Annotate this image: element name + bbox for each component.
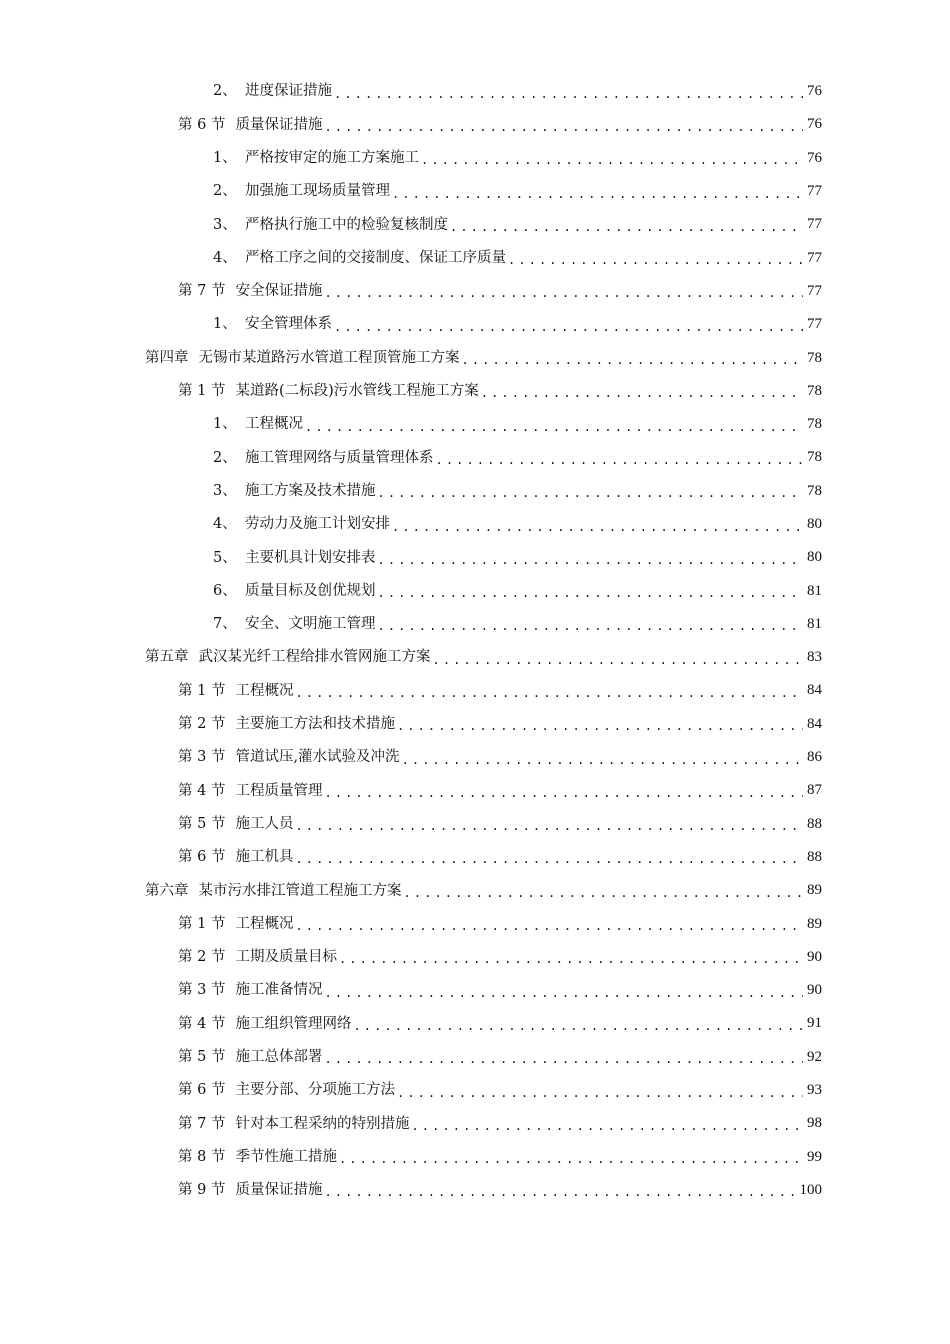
toc-page-number: 81: [807, 582, 822, 599]
toc-page-number: 88: [807, 815, 822, 832]
toc-dot-leader: [402, 754, 803, 766]
toc-entry-title: 针对本工程采纳的特别措施: [235, 1115, 410, 1132]
toc-entry-title: 工期及质量目标: [235, 949, 337, 966]
toc-item-entry[interactable]: [0, 175, 950, 208]
toc-entry-number: 第 1 节: [178, 682, 226, 699]
toc-page-number: 80: [807, 549, 822, 566]
toc-section-entry[interactable]: [0, 1174, 950, 1207]
toc-dot-leader: [450, 221, 803, 233]
toc-page-number: 89: [807, 882, 822, 899]
toc-entry-number: 4、: [213, 516, 237, 533]
toc-entry-number: 第 4 节: [178, 1015, 226, 1032]
toc-entry-title: 某道路(二标段)污水管线工程施工方案: [235, 383, 479, 400]
toc-entry-title: 施工方案及技术措施: [245, 482, 376, 499]
toc-entry-title: 严格工序之间的交接制度、保证工序质量: [245, 249, 506, 266]
toc-page-number: 76: [807, 116, 822, 133]
toc-entry-number: 1、: [213, 149, 237, 166]
toc-dot-leader: [392, 188, 803, 200]
toc-dot-leader: [397, 720, 803, 732]
toc-entry-title: 施工人员: [235, 815, 294, 832]
toc-entry-title: 工程概况: [235, 682, 294, 699]
toc-page-number: 77: [807, 282, 822, 299]
toc-dot-leader: [436, 454, 804, 466]
toc-dot-leader: [305, 421, 803, 433]
toc-dot-leader: [378, 554, 804, 566]
toc-dot-leader: [421, 154, 803, 166]
toc-page-number: 86: [807, 749, 822, 766]
toc-dot-leader: [462, 354, 804, 366]
toc-dot-leader: [378, 487, 804, 499]
toc-entry-title: 质量保证措施: [235, 116, 323, 133]
toc-page-number: 77: [807, 183, 822, 200]
toc-chapter-entry[interactable]: [0, 641, 950, 674]
toc-page-number: 98: [807, 1115, 822, 1132]
toc-entry-title: 劳动力及施工计划安排: [245, 516, 390, 533]
toc-page-number: 78: [807, 449, 822, 466]
toc-entry-title: 管道试压,灌水试验及冲洗: [235, 749, 400, 766]
toc-item-entry[interactable]: [0, 475, 950, 508]
toc-dot-leader: [404, 887, 804, 899]
toc-entry-title: 质量保证措施: [235, 1182, 323, 1199]
toc-section-entry[interactable]: [0, 708, 950, 741]
toc-entry-title: 武汉某光纤工程给排水管网施工方案: [198, 649, 431, 666]
toc-entry-title: 无锡市某道路污水管道工程顶管施工方案: [198, 349, 460, 366]
toc-entry-number: 第 1 节: [178, 383, 226, 400]
toc-dot-leader: [411, 1120, 803, 1132]
toc-item-entry[interactable]: [0, 208, 950, 241]
toc-entry-number: 第 3 节: [178, 749, 226, 766]
toc-entry-number: 2、: [213, 83, 237, 100]
toc-section-entry[interactable]: [0, 108, 950, 141]
toc-entry-number: 第 7 节: [178, 283, 226, 300]
toc-dot-leader: [339, 1153, 803, 1165]
toc-entry-number: 第 3 节: [178, 982, 226, 999]
toc-section-entry[interactable]: [0, 1074, 950, 1107]
toc-entry-title: 主要机具计划安排表: [245, 549, 376, 566]
toc-dot-leader: [324, 121, 803, 133]
toc-entry-number: 第 5 节: [178, 815, 226, 832]
toc-entry-number: 第四章: [145, 349, 189, 366]
toc-entry-title: 主要分部、分项施工方法: [235, 1082, 395, 1099]
toc-dot-leader: [433, 654, 804, 666]
toc-dot-leader: [339, 953, 803, 965]
toc-chapter-entry[interactable]: [0, 874, 950, 907]
toc-entry-title: 施工总体部署: [235, 1049, 323, 1065]
toc-section-entry[interactable]: [0, 974, 950, 1007]
toc-entry-title: 工程质量管理: [235, 782, 323, 799]
toc-entry-number: 第 8 节: [178, 1148, 226, 1165]
toc-entry-number: 第五章: [145, 649, 189, 666]
toc-page-number: 78: [807, 382, 822, 399]
toc-entry-title: 季节性施工措施: [235, 1148, 337, 1165]
toc-item-entry[interactable]: [0, 241, 950, 274]
toc-page-number: 100: [799, 1181, 822, 1198]
toc-dot-leader: [295, 920, 803, 932]
toc-section-entry[interactable]: [0, 774, 950, 807]
toc-section-entry[interactable]: [0, 1041, 950, 1074]
toc-dot-leader: [295, 820, 803, 832]
toc-item-entry[interactable]: [0, 441, 950, 474]
toc-entry-title: 主要施工方法和技术措施: [235, 716, 395, 733]
toc-dot-leader: [353, 1020, 803, 1032]
toc-item-entry[interactable]: [0, 142, 950, 175]
toc-entry-title: 安全、文明施工管理: [245, 616, 376, 633]
toc-item-entry[interactable]: [0, 408, 950, 441]
toc-page-number: 88: [807, 848, 822, 865]
toc-dot-leader: [481, 387, 803, 399]
toc-page-number: 78: [807, 349, 822, 366]
toc-entry-number: 2、: [213, 449, 237, 466]
toc-section-entry[interactable]: [0, 808, 950, 841]
toc-entry-number: 第 9 节: [178, 1182, 226, 1199]
toc-entry-number: 2、: [213, 183, 237, 200]
toc-page-number: 80: [807, 516, 822, 532]
toc-page-number: 90: [807, 948, 822, 965]
toc-dot-leader: [334, 321, 803, 333]
toc-item-entry[interactable]: [0, 508, 950, 541]
toc-section-entry[interactable]: [0, 275, 950, 308]
toc-dot-leader: [392, 521, 803, 533]
toc-section-entry[interactable]: [0, 907, 950, 940]
toc-dot-leader: [334, 88, 803, 100]
toc-entry-number: 第 5 节: [178, 1049, 226, 1065]
toc-dot-leader: [397, 1087, 803, 1099]
toc-entry-title: 施工机具: [235, 849, 294, 866]
toc-section-entry[interactable]: [0, 941, 950, 974]
toc-entry-number: 第 6 节: [178, 1082, 226, 1099]
toc-page-number: 90: [807, 982, 822, 999]
toc-section-entry[interactable]: [0, 1107, 950, 1140]
toc-page-number: 93: [807, 1082, 822, 1099]
toc-entry-number: 第 6 节: [178, 849, 226, 866]
toc-entry-number: 第 2 节: [178, 949, 226, 966]
toc-entry-number: 3、: [213, 216, 237, 233]
toc-page-number: 84: [807, 715, 822, 732]
toc-dot-leader: [324, 287, 803, 299]
toc-page-number: 83: [807, 649, 822, 666]
toc-entry-number: 4、: [213, 249, 237, 266]
toc-entry-title: 工程概况: [245, 416, 303, 433]
toc-page-number: 78: [807, 416, 822, 433]
table-of-contents: [0, 75, 950, 1207]
toc-page-number: 76: [807, 83, 822, 100]
toc-entry-number: 1、: [213, 416, 237, 433]
toc-entry-number: 7、: [213, 616, 237, 633]
toc-entry-number: 1、: [213, 316, 237, 333]
toc-dot-leader: [378, 587, 804, 599]
toc-page-number: 77: [807, 316, 822, 333]
toc-entry-title: 施工组织管理网络: [235, 1015, 352, 1032]
toc-item-entry[interactable]: [0, 541, 950, 574]
toc-entry-number: 第六章: [145, 882, 189, 899]
toc-item-entry[interactable]: [0, 608, 950, 641]
toc-page-number: 87: [807, 782, 822, 799]
toc-chapter-entry[interactable]: [0, 341, 950, 374]
toc-section-entry[interactable]: [0, 741, 950, 774]
toc-entry-number: 5、: [213, 549, 237, 566]
toc-entry-title: 进度保证措施: [245, 83, 332, 100]
toc-dot-leader: [508, 254, 803, 266]
toc-dot-leader: [378, 620, 804, 632]
toc-page-number: 91: [807, 1015, 822, 1032]
toc-item-entry[interactable]: [0, 308, 950, 341]
toc-page-number: 76: [807, 149, 822, 166]
toc-entry-title: 加强施工现场质量管理: [245, 183, 390, 200]
toc-section-entry[interactable]: [0, 375, 950, 408]
toc-dot-leader: [324, 987, 803, 999]
toc-entry-title: 安全管理体系: [245, 316, 332, 333]
toc-section-entry[interactable]: [0, 1007, 950, 1040]
toc-entry-number: 第 2 节: [178, 716, 226, 733]
toc-entry-title: 施工管理网络与质量管理体系: [245, 449, 434, 466]
toc-page-number: 81: [807, 615, 822, 632]
toc-page-number: 89: [807, 915, 822, 932]
toc-entry-number: 第 4 节: [178, 782, 226, 799]
toc-entry-title: 严格执行施工中的检验复核制度: [245, 216, 448, 233]
toc-entry-number: 第 7 节: [178, 1115, 226, 1132]
toc-section-entry[interactable]: [0, 1141, 950, 1174]
toc-dot-leader: [324, 787, 803, 799]
toc-entry-title: 某市污水排江管道工程施工方案: [198, 882, 402, 899]
toc-page-number: 78: [807, 482, 822, 499]
toc-entry-title: 工程概况: [235, 915, 294, 932]
toc-item-entry[interactable]: [0, 75, 950, 108]
toc-entry-number: 第 1 节: [178, 915, 226, 932]
toc-section-entry[interactable]: [0, 674, 950, 707]
toc-dot-leader: [324, 1186, 795, 1198]
toc-page-number: 77: [807, 249, 822, 266]
toc-page-number: 99: [807, 1148, 822, 1165]
toc-page-number: 77: [807, 216, 822, 233]
toc-page-number: 84: [807, 682, 822, 699]
toc-dot-leader: [324, 1053, 803, 1065]
toc-item-entry[interactable]: [0, 574, 950, 607]
toc-entry-title: 安全保证措施: [235, 283, 323, 300]
toc-entry-number: 第 6 节: [178, 116, 226, 133]
toc-entry-number: 3、: [213, 482, 237, 499]
toc-page-number: 92: [807, 1048, 822, 1065]
toc-entry-title: 质量目标及创优规划: [245, 582, 376, 599]
toc-entry-title: 严格按审定的施工方案施工: [245, 149, 419, 166]
toc-entry-number: 6、: [213, 582, 237, 599]
toc-dot-leader: [295, 853, 803, 865]
toc-entry-title: 施工准备情况: [235, 982, 323, 999]
toc-section-entry[interactable]: [0, 841, 950, 874]
toc-dot-leader: [295, 687, 803, 699]
